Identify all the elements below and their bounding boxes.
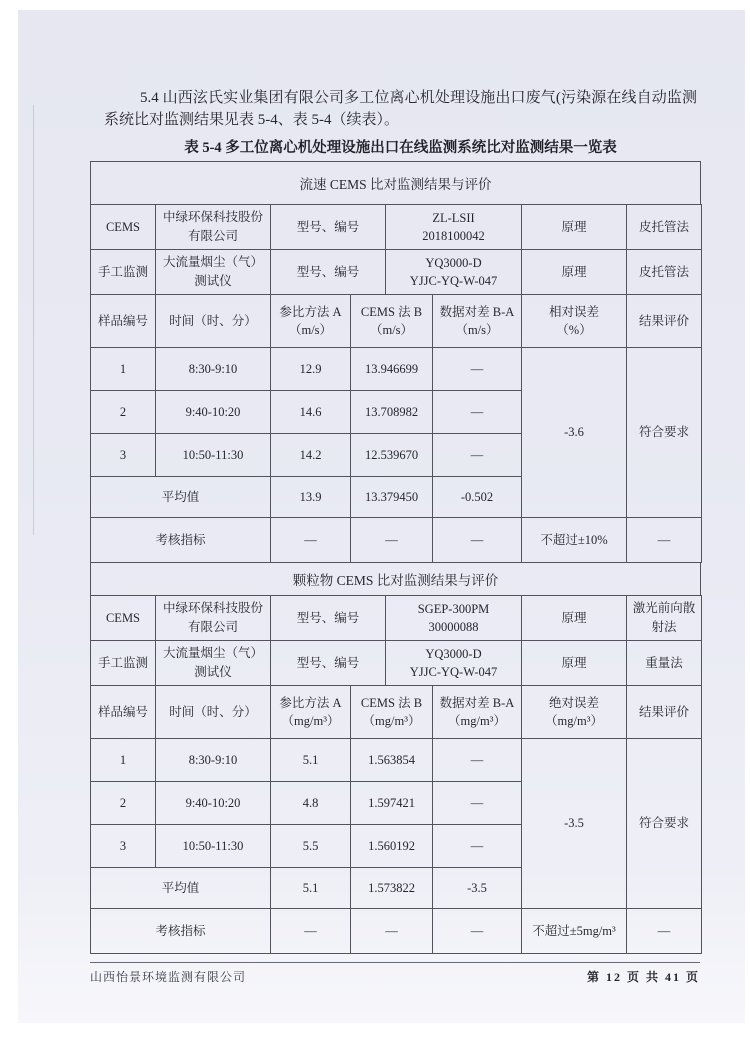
ref-cell: 13.9 [271,477,351,518]
model-label-cell: 型号、编号 [271,641,386,686]
sample-cell: 1 [91,348,156,391]
assessment-row [91,909,702,954]
cems-cell: 1.597421 [351,782,433,825]
particulate-cems-table [90,562,701,954]
diff-cell: — [433,825,522,868]
model-value-cell: ZL-LSII 2018100042 [386,205,522,250]
footer-company: 山西怡景环境监测有限公司 [90,970,247,984]
diff-cell: — [433,434,522,477]
cems-label-cell: CEMS [91,596,156,641]
cems-cell: 13.708982 [351,391,433,434]
comparison-tables [90,161,701,954]
principle-label-cell: 原理 [522,250,627,295]
cems-cell: 1.573822 [351,868,433,909]
scan-artifact-line [33,105,34,535]
ref-cell: 5.1 [271,739,351,782]
sample-cell: 2 [91,391,156,434]
scanned-page [18,10,745,1023]
ref-cell: 4.8 [271,782,351,825]
diff-cell: — [433,909,522,954]
data-diff-header: 数据对差 B-A （mg/m³） [433,686,522,739]
result-cell: — [627,909,702,954]
assessment-label-cell: 考核指标 [91,518,271,563]
ref-method-header: 参比方法 A （m/s） [271,295,351,348]
instrument-cell: 中绿环保科技股份有限公司 [156,205,271,250]
cems-method-header: CEMS 法 B （mg/m³） [351,686,433,739]
footer-page-number: 第 12 页 共 41 页 [586,970,700,984]
diff-cell: — [433,518,522,563]
time-cell: 9:40-10:20 [156,391,271,434]
assessment-row [91,518,702,563]
table-row [91,348,702,391]
instrument-cell: 大流量烟尘（气）测试仪 [156,250,271,295]
ref-cell: 14.6 [271,391,351,434]
limit-cell: 不超过±10% [522,518,627,563]
cems-cell: 12.539670 [351,434,433,477]
ref-cell: — [271,909,351,954]
model-value-cell: YQ3000-D YJJC-YQ-W-047 [386,641,522,686]
flow-table-title: 流速 CEMS 比对监测结果与评价 [90,161,701,205]
error-header: 绝对误差 （mg/m³） [522,686,627,739]
diff-cell: — [433,739,522,782]
instrument-cell: 中绿环保科技股份有限公司 [156,596,271,641]
error-header: 相对误差 （%） [522,295,627,348]
sample-cell: 3 [91,825,156,868]
limit-cell: 不超过±5mg/m³ [522,909,627,954]
cems-cell: 13.946699 [351,348,433,391]
time-header: 时间（时、分） [156,686,271,739]
info-row [91,250,702,295]
flow-cems-table [90,161,701,563]
diff-cell: — [433,782,522,825]
result-header: 结果评价 [627,295,702,348]
principle-label-cell: 原理 [522,596,627,641]
particulate-table-title: 颗粒物 CEMS 比对监测结果与评价 [90,562,701,596]
result-value-cell: 符合要求 [627,348,702,518]
ref-cell: 5.1 [271,868,351,909]
table-row [91,739,702,782]
cems-cell: 1.563854 [351,739,433,782]
ref-cell: 12.9 [271,348,351,391]
error-value-cell: -3.6 [522,348,627,518]
principle-label-cell: 原理 [522,205,627,250]
principle-label-cell: 原理 [522,641,627,686]
particulate-data-table [90,685,702,954]
ref-cell: 5.5 [271,825,351,868]
sample-cell: 1 [91,739,156,782]
cems-cell: 13.379450 [351,477,433,518]
page-footer [90,962,700,985]
header-row [91,686,702,739]
header-row [91,295,702,348]
data-diff-header: 数据对差 B-A （m/s） [433,295,522,348]
diff-cell: — [433,391,522,434]
diff-cell: — [433,348,522,391]
info-row [91,205,702,250]
intro-paragraph: 5.4 山西泫氏实业集团有限公司多工位离心机处理设施出口废气(污染源在线自动监测系统比对监测结果见表 5-4、表 5-4（续表）。 [104,90,697,128]
principle-value-cell: 重量法 [627,641,702,686]
model-label-cell: 型号、编号 [271,205,386,250]
cems-cell: 1.560192 [351,825,433,868]
ref-method-header: 参比方法 A （mg/m³） [271,686,351,739]
diff-cell: -0.502 [433,477,522,518]
result-header: 结果评价 [627,686,702,739]
table-caption: 表 5-4 多工位离心机处理设施出口在线监测系统比对监测结果一览表 [184,140,617,156]
time-cell: 10:50-11:30 [156,825,271,868]
principle-value-cell: 皮托管法 [627,205,702,250]
time-cell: 8:30-9:10 [156,739,271,782]
model-value-cell: SGEP-300PM 30000088 [386,596,522,641]
diff-cell: -3.5 [433,868,522,909]
time-header: 时间（时、分） [156,295,271,348]
ref-cell: 14.2 [271,434,351,477]
sample-header: 样品编号 [91,295,156,348]
manual-label-cell: 手工监测 [91,641,156,686]
sample-cell: 3 [91,434,156,477]
cems-label-cell: CEMS [91,205,156,250]
cems-cell: — [351,909,433,954]
info-row [91,596,702,641]
manual-label-cell: 手工监测 [91,250,156,295]
time-cell: 8:30-9:10 [156,348,271,391]
flow-info-table [90,204,702,295]
particulate-info-table [90,595,702,686]
result-value-cell: 符合要求 [627,739,702,909]
ref-cell: — [271,518,351,563]
model-value-cell: YQ3000-D YJJC-YQ-W-047 [386,250,522,295]
cems-method-header: CEMS 法 B （m/s） [351,295,433,348]
instrument-cell: 大流量烟尘（气）测试仪 [156,641,271,686]
average-label-cell: 平均值 [91,868,271,909]
error-value-cell: -3.5 [522,739,627,909]
assessment-label-cell: 考核指标 [91,909,271,954]
flow-data-table [90,294,702,563]
result-cell: — [627,518,702,563]
principle-value-cell: 皮托管法 [627,250,702,295]
cems-cell: — [351,518,433,563]
time-cell: 10:50-11:30 [156,434,271,477]
model-label-cell: 型号、编号 [271,250,386,295]
average-label-cell: 平均值 [91,477,271,518]
info-row [91,641,702,686]
sample-cell: 2 [91,782,156,825]
time-cell: 9:40-10:20 [156,782,271,825]
sample-header: 样品编号 [91,686,156,739]
model-label-cell: 型号、编号 [271,596,386,641]
principle-value-cell: 激光前向散射法 [627,596,702,641]
